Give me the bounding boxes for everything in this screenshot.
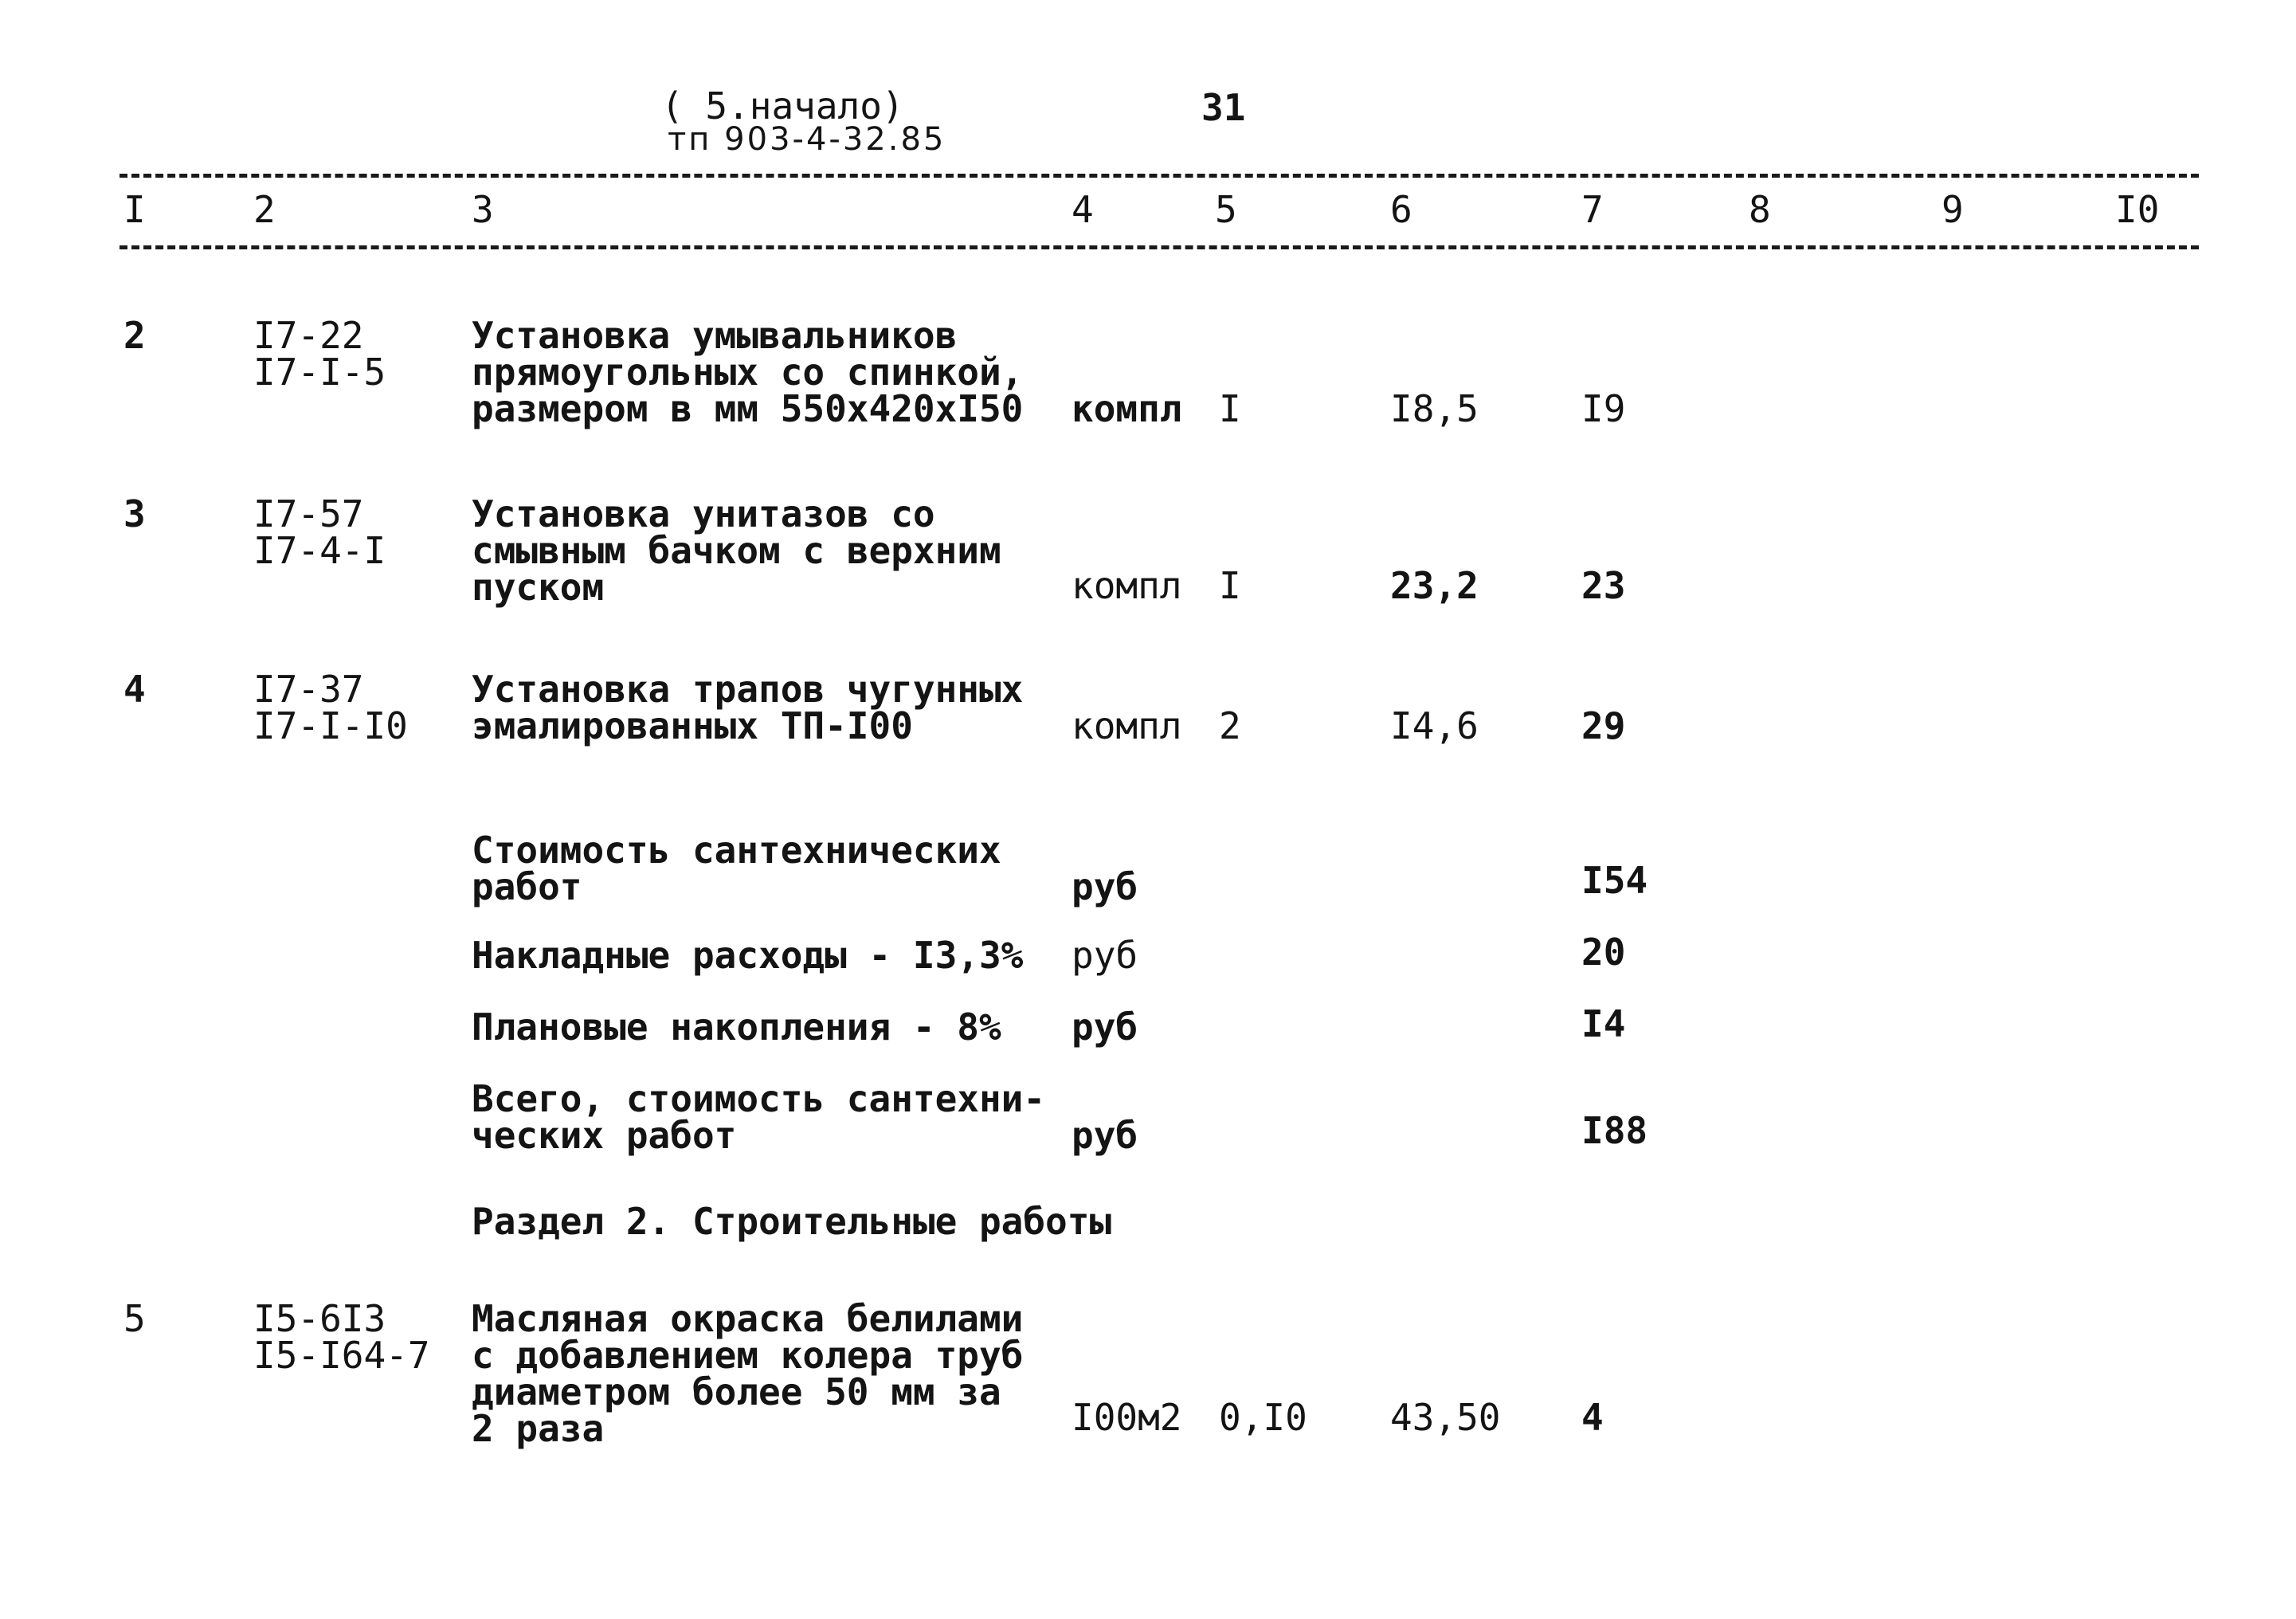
summary-description: Накладные расходы - I3,3% (472, 934, 1024, 977)
row-codes: I7-22 I7-I-5 (253, 314, 386, 394)
col-header-1: I (123, 188, 146, 231)
handwritten-code: тп 903-4-32.85 (668, 121, 946, 158)
row-codes: I5-6I3 I5-I64-7 (253, 1297, 430, 1377)
row-price: I4,6 (1390, 704, 1479, 747)
col-header-6: 6 (1390, 188, 1412, 231)
header-rule-bottom (120, 245, 2199, 249)
row-codes: I7-57 I7-4-I (253, 492, 386, 572)
summary-unit: руб (1072, 865, 1138, 908)
col-header-5: 5 (1215, 188, 1237, 231)
row-number: 3 (123, 492, 146, 535)
row-number: 4 (123, 668, 146, 711)
row-price: 43,50 (1390, 1396, 1501, 1439)
summary-description: Плановые накопления - 8% (472, 1006, 1001, 1049)
row-description: Установка унитазов со смывным бачком с верхним пуском (472, 492, 1001, 609)
row-unit: компл (1072, 387, 1182, 430)
row-number: 5 (123, 1297, 146, 1340)
row-quantity: I (1219, 564, 1241, 607)
col-header-10: I0 (2115, 188, 2160, 231)
row-total: 4 (1581, 1396, 1604, 1439)
summary-total: I88 (1581, 1109, 1648, 1152)
row-total: 23 (1581, 564, 1626, 607)
summary-unit: руб (1072, 1006, 1138, 1049)
page-number: 31 (1201, 86, 1246, 129)
summary-description: Всего, стоимость сантехни- ческих работ (472, 1077, 1046, 1157)
row-description: Масляная окраска белилами с добавлением колера труб диаметром более 50 мм за 2 раза (472, 1297, 1024, 1450)
row-quantity: I (1219, 387, 1241, 430)
summary-unit: руб (1072, 934, 1138, 977)
row-price: I8,5 (1390, 387, 1479, 430)
row-description: Установка трапов чугунных эмалированных ТП-I00 (472, 668, 1024, 747)
col-header-4: 4 (1072, 188, 1094, 231)
summary-unit: руб (1072, 1114, 1138, 1157)
header-rule-top (120, 174, 2199, 178)
col-header-3: 3 (472, 188, 494, 231)
row-number: 2 (123, 314, 146, 357)
row-total: 29 (1581, 704, 1626, 747)
summary-total: I54 (1581, 859, 1648, 902)
col-header-8: 8 (1749, 188, 1771, 231)
row-description: Установка умывальников прямоугольных со спинкой, размером в мм 550х420хI50 (472, 314, 1024, 430)
row-codes: I7-37 I7-I-I0 (253, 668, 408, 747)
summary-total: I4 (1581, 1002, 1626, 1045)
row-unit: компл (1072, 564, 1182, 607)
row-price: 23,2 (1390, 564, 1479, 607)
col-header-7: 7 (1581, 188, 1604, 231)
row-total: I9 (1581, 387, 1626, 430)
col-header-9: 9 (1941, 188, 1964, 231)
summary-total: 20 (1581, 931, 1626, 974)
summary-description: Стоимость сантехнических работ (472, 829, 1001, 908)
section-note: ( 5.начало) (661, 84, 904, 127)
row-unit: I00м2 (1072, 1396, 1182, 1439)
row-quantity: 0,I0 (1219, 1396, 1307, 1439)
col-header-2: 2 (253, 188, 276, 231)
row-unit: компл (1072, 704, 1182, 747)
section-heading: Раздел 2. Строительные работы (472, 1200, 1112, 1243)
row-quantity: 2 (1219, 704, 1241, 747)
